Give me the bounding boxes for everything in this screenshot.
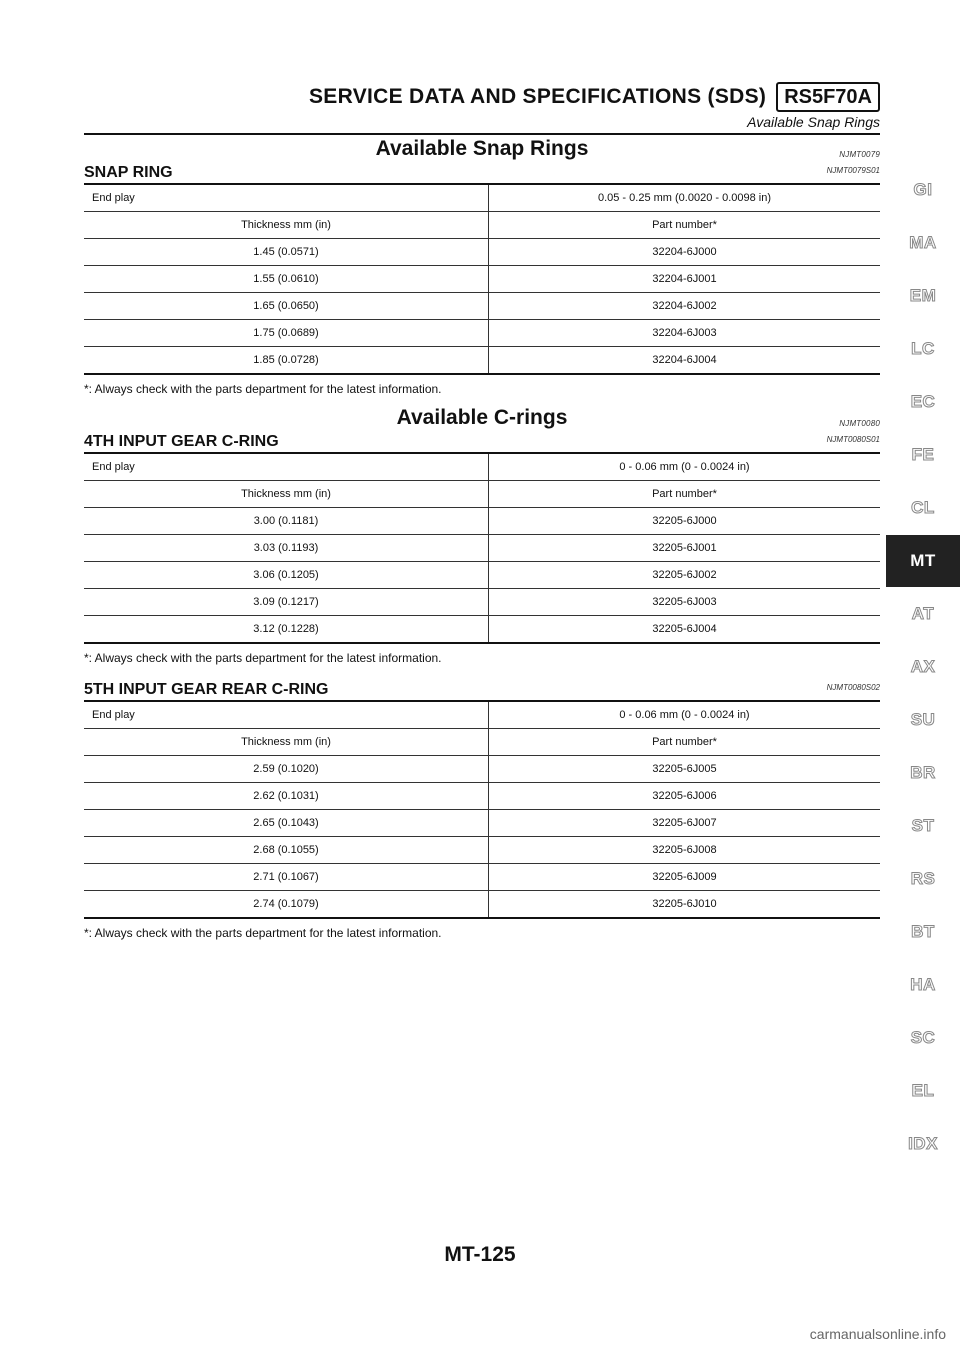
- index-tab-bt[interactable]: BT: [911, 922, 935, 941]
- index-tab-ax[interactable]: AX: [910, 657, 936, 676]
- part-number-cell: 32205-6J007: [489, 810, 881, 837]
- snap-ring-table: [84, 183, 880, 375]
- table-row: [84, 810, 880, 837]
- subsection-code: NJMT0079S01: [826, 166, 880, 175]
- end-play-row: [84, 453, 880, 481]
- model-badge: RS5F70A: [776, 82, 880, 112]
- column-header-thickness: Thickness mm (in): [84, 481, 489, 508]
- thickness-cell: 3.09 (0.1217): [84, 589, 489, 616]
- thickness-cell: 2.62 (0.1031): [84, 783, 489, 810]
- column-header-thickness: Thickness mm (in): [84, 212, 489, 239]
- thickness-cell: 1.45 (0.0571): [84, 239, 489, 266]
- index-tab-gi[interactable]: GI: [913, 180, 933, 199]
- thickness-cell: 1.85 (0.0728): [84, 347, 489, 375]
- snap-ring-table-body: [84, 184, 880, 374]
- part-number-cell: 32204-6J000: [489, 239, 881, 266]
- end-play-label: End play: [84, 184, 489, 212]
- part-number-cell: 32204-6J004: [652, 354, 717, 366]
- index-tab-mt[interactable]: MT: [886, 535, 960, 587]
- 5th-c-ring-table-body: [84, 701, 880, 918]
- part-number-cell: 32205-6J006: [489, 783, 881, 810]
- part-number-cell: 32205-6J010: [652, 898, 717, 910]
- watermark: carmanualsonline.info: [809, 1326, 946, 1342]
- column-header-thickness: Thickness mm (in): [84, 729, 489, 756]
- table-row: [84, 616, 880, 644]
- 4th-c-ring-table-body: [84, 453, 880, 643]
- section-title-snap-rings: [84, 137, 880, 161]
- table-row: [84, 589, 880, 616]
- index-tab-at[interactable]: AT: [911, 604, 935, 623]
- part-number-cell: 32205-6J004: [652, 623, 717, 635]
- part-number-cell: 32204-6J003: [489, 320, 881, 347]
- table-row: [84, 562, 880, 589]
- thickness-cell: 2.68 (0.1055): [84, 837, 489, 864]
- 5th-c-ring-table: [84, 700, 880, 919]
- 4th-c-ring-table: [84, 452, 880, 644]
- subsection-4th-input-gear-c-ring: [84, 430, 880, 452]
- column-header-part-number: Part number*: [489, 212, 881, 239]
- table-note: *: Always check with the parts department for the latest information.: [84, 651, 442, 665]
- table-header-row: [84, 481, 880, 508]
- section-title-text: Available Snap Rings: [375, 137, 589, 160]
- table-row: [84, 756, 880, 783]
- table-header-row: [84, 729, 880, 756]
- table-row: [84, 266, 880, 293]
- subsection-title: 5TH INPUT GEAR REAR C-RING: [84, 681, 329, 698]
- thickness-cell: 3.03 (0.1193): [84, 535, 489, 562]
- section-code: NJMT0079: [839, 150, 880, 159]
- table-row: [84, 293, 880, 320]
- thickness-cell: 3.00 (0.1181): [84, 508, 489, 535]
- section-title-text: Available C-rings: [396, 406, 568, 429]
- table-row: [84, 535, 880, 562]
- index-tab-fe[interactable]: FE: [911, 445, 935, 464]
- table-header-row: [84, 212, 880, 239]
- table-row: [84, 783, 880, 810]
- index-tab-ma[interactable]: MA: [909, 233, 937, 252]
- header-title: SERVICE DATA AND SPECIFICATIONS (SDS): [309, 85, 767, 108]
- subsection-code: NJMT0080S02: [826, 683, 880, 692]
- end-play-label: End play: [84, 453, 489, 481]
- index-tab-lc[interactable]: LC: [911, 339, 935, 358]
- index-tab-el[interactable]: EL: [911, 1081, 935, 1100]
- column-header-part-number: Part number*: [489, 729, 881, 756]
- index-tab-ha[interactable]: HA: [910, 975, 936, 994]
- part-number-cell: 32205-6J001: [489, 535, 881, 562]
- index-tab-sc[interactable]: SC: [910, 1028, 936, 1047]
- subsection-title: SNAP RING: [84, 164, 173, 181]
- header-rule: [84, 133, 880, 135]
- index-tab-idx[interactable]: IDX: [908, 1134, 938, 1153]
- header-subtitle: Available Snap Rings: [747, 114, 880, 130]
- table-row: [84, 239, 880, 266]
- index-tab-em[interactable]: EM: [909, 286, 937, 305]
- table-note: *: Always check with the parts department for the latest information.: [84, 926, 442, 940]
- thickness-cell: 2.71 (0.1067): [84, 864, 489, 891]
- thickness-cell: 2.74 (0.1079): [84, 891, 489, 919]
- column-header-part-number: Part number*: [489, 481, 881, 508]
- index-tab-rs[interactable]: RS: [910, 869, 936, 888]
- thickness-cell: 1.75 (0.0689): [84, 320, 489, 347]
- part-number-cell: 32205-6J003: [489, 589, 881, 616]
- table-row: [84, 508, 880, 535]
- section-code: NJMT0080: [839, 419, 880, 428]
- table-row: [84, 891, 880, 919]
- index-tab-su[interactable]: SU: [910, 710, 936, 729]
- table-row: [84, 837, 880, 864]
- part-number-cell: 32205-6J000: [489, 508, 881, 535]
- subsection-snap-ring: [84, 161, 880, 183]
- index-tab-ec[interactable]: EC: [910, 392, 936, 411]
- end-play-value: 0 - 0.06 mm (0 - 0.0024 in): [489, 453, 881, 481]
- thickness-cell: 2.65 (0.1043): [84, 810, 489, 837]
- thickness-cell: 2.59 (0.1020): [84, 756, 489, 783]
- page-number: MT-125: [444, 1243, 516, 1266]
- table-row: [84, 320, 880, 347]
- index-tab-st[interactable]: ST: [911, 816, 935, 835]
- part-number-cell: 32205-6J008: [489, 837, 881, 864]
- part-number-cell: 32204-6J002: [489, 293, 881, 320]
- end-play-value: 0.05 - 0.25 mm (0.0020 - 0.0098 in): [489, 184, 881, 212]
- index-tab-br[interactable]: BR: [910, 763, 936, 782]
- end-play-label: End play: [84, 701, 489, 729]
- thickness-cell: 3.12 (0.1228): [84, 616, 489, 644]
- part-number-cell: 32205-6J002: [489, 562, 881, 589]
- thickness-cell: 1.65 (0.0650): [84, 293, 489, 320]
- part-number-cell: 32205-6J009: [489, 864, 881, 891]
- part-number-cell: 32205-6J005: [489, 756, 881, 783]
- index-tab-cl[interactable]: CL: [911, 498, 935, 517]
- subsection-code: NJMT0080S01: [826, 435, 880, 444]
- end-play-row: [84, 184, 880, 212]
- thickness-cell: 3.06 (0.1205): [84, 562, 489, 589]
- table-note: *: Always check with the parts department for the latest information.: [84, 382, 442, 396]
- end-play-value: 0 - 0.06 mm (0 - 0.0024 in): [489, 701, 881, 729]
- page-header: [84, 82, 880, 130]
- table-row: [84, 347, 880, 375]
- subsection-title: 4TH INPUT GEAR C-RING: [84, 433, 279, 450]
- part-number-cell: 32204-6J001: [489, 266, 881, 293]
- main-content: [84, 137, 880, 941]
- section-title-c-rings: [84, 406, 880, 430]
- end-play-row: [84, 701, 880, 729]
- subsection-5th-input-gear-rear-c-ring: [84, 678, 880, 700]
- thickness-cell: 1.55 (0.0610): [84, 266, 489, 293]
- table-row: [84, 864, 880, 891]
